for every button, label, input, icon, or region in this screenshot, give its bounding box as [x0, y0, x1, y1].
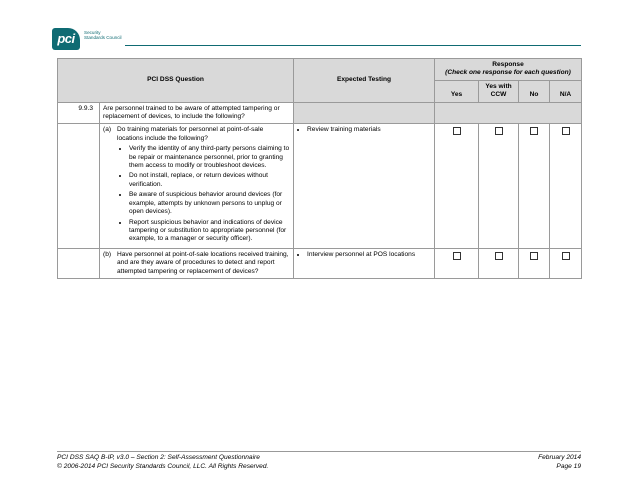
checkbox-na[interactable] — [562, 252, 570, 260]
testing-item: • Interview personnel at POS locations — [307, 251, 431, 259]
bullet-item: • Report suspicious behavior and indications of device tampering or substitution to appropriate personnel (for example, to a manager or security officer). — [129, 219, 290, 244]
pci-logo — [52, 28, 132, 54]
question-row-9-9-3 — [58, 102, 582, 124]
checkbox-cell-yes[interactable] — [435, 248, 479, 278]
bullet-item: • Verify the identity of any third-party persons claiming to be repair or maintenance personnel, prior to granting them access to modify or troubleshoot devices. — [129, 145, 290, 170]
pci-logo-text — [84, 30, 122, 41]
response-title: Response — [492, 61, 524, 68]
checkbox-cell-yes[interactable] — [435, 124, 479, 248]
checkbox-yes[interactable] — [453, 127, 461, 135]
checkbox-no[interactable] — [530, 127, 538, 135]
checkbox-cell-no[interactable] — [519, 124, 550, 248]
sub-question-b — [100, 248, 294, 278]
logo-line-2: Standards Council — [84, 35, 122, 41]
sub-question-b-row — [58, 248, 582, 278]
checkbox-cell-na[interactable] — [550, 124, 582, 248]
header-na: N/A — [550, 80, 582, 102]
saq-question-table — [57, 58, 582, 279]
logo-line-1: Security — [84, 30, 101, 35]
header-rule — [125, 45, 581, 46]
sub-question-a-row — [58, 124, 582, 248]
header-no: No — [519, 80, 550, 102]
checkbox-no[interactable] — [530, 252, 538, 260]
grey-cell — [294, 102, 435, 124]
header-expected-testing: Expected Testing — [294, 59, 435, 103]
checkbox-cell-na[interactable] — [550, 248, 582, 278]
checkbox-yes-ccw[interactable] — [495, 252, 503, 260]
header-question: PCI DSS Question — [58, 59, 294, 103]
response-note: (Check one response for each question) — [445, 69, 571, 77]
question-number: 9.9.3 — [58, 102, 100, 124]
checkbox-yes-ccw[interactable] — [495, 127, 503, 135]
footer-page-number: Page 19 — [556, 463, 581, 470]
header-yes-ccw: Yes with CCW — [479, 80, 519, 102]
header-response — [435, 59, 582, 81]
footer-document-title: PCI DSS SAQ B-IP, v3.0 – Section 2: Self-Assessment Questionnaire — [57, 454, 260, 461]
grey-response-cell — [435, 102, 582, 124]
expected-testing-a — [294, 124, 435, 248]
footer-copyright: © 2006-2014 PCI Security Standards Council, LLC. All Rights Reserved. — [57, 463, 269, 470]
checkbox-cell-no[interactable] — [519, 248, 550, 278]
footer-rule — [57, 451, 581, 452]
sub-label-b: (b) — [103, 250, 112, 258]
bullet-item: • Do not install, replace, or return devices without verification. — [129, 172, 290, 189]
question-text-9-9-3: Are personnel trained to be aware of attempted tampering or replacement of devices, to include the following? — [100, 102, 294, 124]
pci-logo-mark: pci — [52, 28, 80, 50]
sub-question-b-text: Have personnel at point-of-sale locations received training, and are they aware of procedures to detect and report attempted tampering or replacement of devices? — [117, 250, 289, 275]
header-yes: Yes — [435, 80, 479, 102]
sub-question-a-text: Do training materials for personnel at point-of-sale locations include the following? — [117, 126, 264, 142]
checkbox-yes[interactable] — [453, 252, 461, 260]
checkbox-cell-ccw[interactable] — [479, 248, 519, 278]
empty-number-cell — [58, 248, 100, 278]
sub-label-a: (a) — [103, 126, 112, 134]
testing-item: • Review training materials — [307, 126, 431, 134]
checkbox-cell-ccw[interactable] — [479, 124, 519, 248]
footer-date: February 2014 — [538, 454, 581, 461]
checkbox-na[interactable] — [562, 127, 570, 135]
training-bullets — [103, 145, 290, 243]
sub-question-a — [100, 124, 294, 248]
bullet-item: • Be aware of suspicious behavior around devices (for example, attempts by unknown persons to unplug or open devices). — [129, 191, 290, 216]
expected-testing-b — [294, 248, 435, 278]
header-row-1 — [58, 59, 582, 81]
empty-number-cell — [58, 124, 100, 248]
